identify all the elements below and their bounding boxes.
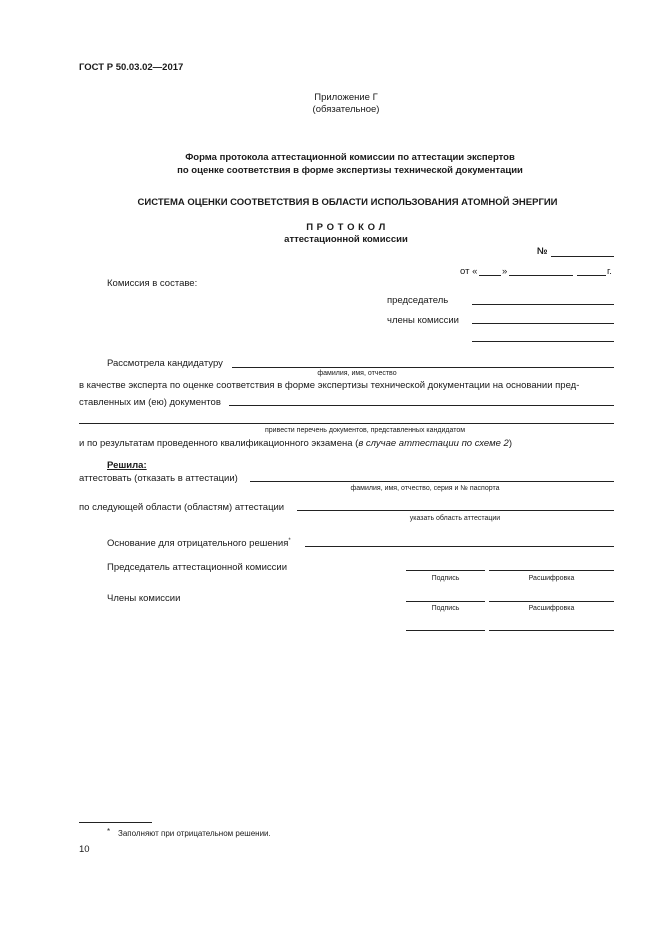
chairman-signature-label: Председатель аттестационной комиссии: [107, 562, 287, 573]
decision-label: Решила:: [107, 460, 147, 471]
chairman-signature-hint: Подпись: [431, 575, 460, 582]
footnote-divider: [79, 822, 152, 823]
area-field[interactable]: [297, 510, 614, 511]
member-signature-hint: Подпись: [431, 605, 460, 612]
member-decoding-hint: Расшифровка: [528, 605, 575, 612]
date-month-field[interactable]: [509, 275, 573, 276]
protocol-title: П Р О Т О К О Л: [306, 222, 386, 233]
attest-text: аттестовать (отказать в аттестации): [79, 473, 238, 484]
area-hint: указать область аттестации: [409, 515, 501, 522]
member-field-2[interactable]: [472, 341, 614, 342]
date-day-field[interactable]: [479, 275, 501, 276]
documents-field-1[interactable]: [229, 405, 614, 406]
form-title-line1: Форма протокола аттестационной комиссии по аттестации экспертов: [185, 152, 515, 163]
candidacy-text-line1: в качестве эксперта по оценке соответствия в форме экспертизы технической документации на основании пред-: [79, 380, 580, 391]
commission-composition-label: Комиссия в составе:: [107, 278, 198, 289]
chairman-decoding-field[interactable]: [489, 570, 614, 571]
negative-basis-field[interactable]: [305, 546, 614, 547]
documents-hint: привести перечень документов, представленных кандидатом: [264, 427, 466, 434]
chairman-field[interactable]: [472, 304, 614, 305]
system-title: СИСТЕМА ОЦЕНКИ СООТВЕТСТВИЯ В ОБЛАСТИ ИСПОЛЬЗОВАНИЯ АТОМНОЙ ЭНЕРГИИ: [137, 197, 558, 208]
candidate-name-field[interactable]: [232, 367, 614, 368]
attest-field[interactable]: [250, 481, 614, 482]
exam-text: и по результатам проведенного квалификационного экзамена (в случае аттестации по схеме 2): [79, 438, 512, 449]
page-number: 10: [79, 844, 90, 855]
protocol-subtitle: аттестационной комиссии: [284, 234, 408, 245]
documents-field-2[interactable]: [79, 423, 614, 424]
negative-basis-label: Основание для отрицательного решения*: [107, 538, 291, 550]
appendix-status: (обязательное): [312, 104, 380, 115]
attest-hint: фамилия, имя, отчество, серия и № паспорта: [350, 485, 500, 492]
candidacy-text-line2: ставленных им (ею) документов: [79, 397, 221, 408]
appendix-title: Приложение Г: [314, 92, 378, 103]
member-decoding-field-2[interactable]: [489, 630, 614, 631]
standard-code: ГОСТ Р 50.03.02—2017: [79, 62, 184, 73]
candidacy-label: Рассмотрела кандидатуру: [107, 358, 223, 369]
date-from-label: от «: [460, 266, 478, 277]
date-year-field[interactable]: [577, 275, 606, 276]
chairman-decoding-hint: Расшифровка: [528, 575, 575, 582]
protocol-number-label: №: [537, 246, 548, 257]
members-label: члены комиссии: [387, 315, 459, 326]
footnote-mark: *: [107, 827, 111, 836]
candidate-name-hint: фамилия, имя, отчество: [317, 370, 397, 377]
chairman-label: председатель: [387, 295, 449, 306]
member-decoding-field-1[interactable]: [489, 601, 614, 602]
members-signature-label: Члены комиссии: [107, 593, 181, 604]
member-field-1[interactable]: [472, 323, 614, 324]
member-signature-field-1[interactable]: [406, 601, 485, 602]
protocol-number-field[interactable]: [551, 256, 614, 257]
area-text: по следующей области (областям) аттестации: [79, 502, 285, 513]
member-signature-field-2[interactable]: [406, 630, 485, 631]
footnote-text: Заполняют при отрицательном решении.: [118, 829, 271, 838]
form-title-line2: по оценке соответствия в форме экспертизы технической документации: [177, 165, 523, 176]
date-year-label: г.: [607, 266, 612, 277]
chairman-signature-field[interactable]: [406, 570, 485, 571]
date-quote-close: »: [502, 266, 508, 277]
